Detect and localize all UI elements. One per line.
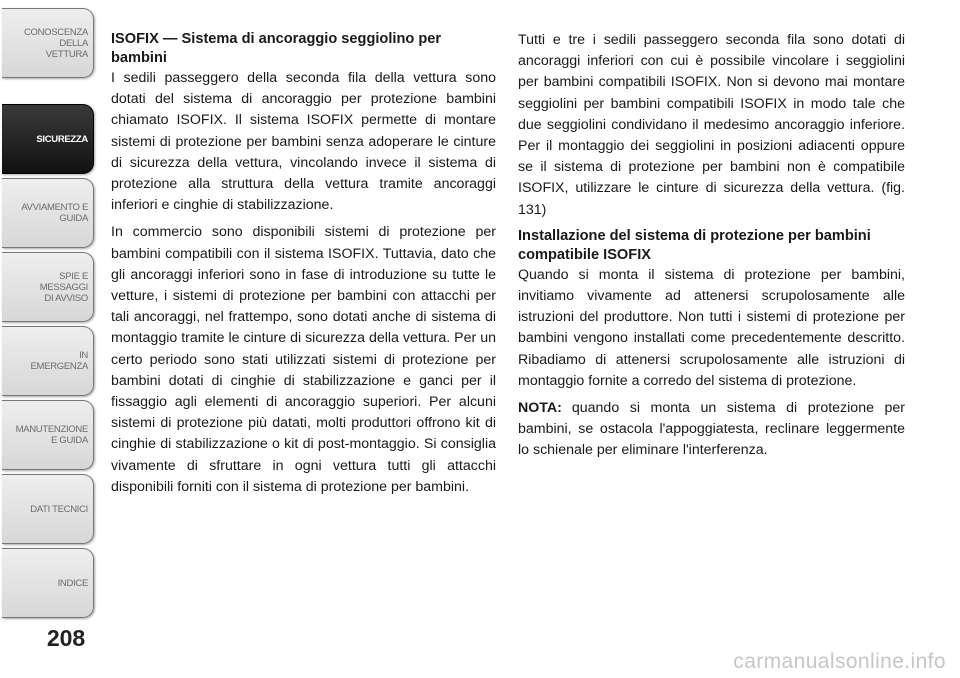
page-number: 208: [46, 625, 86, 651]
tab-manutenzione[interactable]: MANUTENZIONE E GUIDA: [2, 400, 94, 470]
nota-label: NOTA:: [518, 400, 562, 417]
tab-avviamento-e-guida[interactable]: AVVIAMENTO E GUIDA: [2, 178, 94, 248]
paragraph: In commercio sono disponibili sistemi di protezione per bambini compatibili con il sistema ISOFIX. Tuttavia, dato che gli ancoraggi inferiori sono in fase di introduzione su tutte le vetture, i sistemi di protezione per bambini con attacchi per tali ancoraggi, nel frattempo, sono dotati anche di sistema di montaggio tramite le cinture di sicurezza della vettura. Per un certo periodo sono stati utilizzati sistemi di protezione per bambini dotati di cinghie di stabilizzazione e ganci per il fissaggio agli elementi di ancoraggio superiori. Per alcuni sistemi di protezione più datati, molti produttori offrono kit di cinghie di stabilizzazione o kit di post-montaggio. Si consiglia vivamente di sfruttare in ogni vettura tutti gli attacchi disponibili forniti con il sistema di protezione per bambini.: [111, 224, 496, 495]
tab-indice[interactable]: INDICE: [2, 548, 94, 618]
tab-spie-e-messaggi[interactable]: SPIE E MESSAGGI DI AVVISO: [2, 252, 94, 322]
right-column: [518, 30, 905, 468]
paragraph: Tutti e tre i sedili passeggero seconda fila sono dotati di ancoraggi inferiori con cui è possibile vincolare i seggiolini per bambini compatibili ISOFIX. Non si devono mai montare seggiolini per bambini compatibili ISOFIX in modo tale che due seggiolini condividano il medesimo ancoraggio inferiore. Per il montaggio dei seggiolini in posizioni adiacenti oppure se il sistema di protezione per bambini non è compatibile ISOFIX, utilizzare le cinture di sicurezza della vettura. (fig. 131): [518, 32, 905, 218]
chapter-tabs: [0, 0, 100, 640]
tab-sicurezza[interactable]: SICUREZZA: [2, 104, 94, 174]
paragraph: Quando si monta il sistema di protezione per bambini, invitiamo vivamente ad attenersi scrupolosamente alle istruzioni del produttore. Non tutti i sistemi di protezione per bambini vengono installati come precedentemente descritto. Ribadiamo di attenersi scrupolosamente alle istruzioni di montaggio fornite a corredo del sistema di protezione.: [518, 266, 905, 389]
section-heading-isofix: ISOFIX — Sistema di ancoraggio seggiolino per bambini: [111, 31, 442, 66]
nota-text: quando si monta un sistema di protezione per bambini, se ostacola l'appoggiatesta, reclinare leggermente lo schienale per eliminare l'interferenza.: [518, 400, 905, 459]
tab-conoscenza-della-vettura[interactable]: CONOSCENZA DELLA VETTURA: [2, 8, 94, 78]
tab-in-emergenza[interactable]: IN EMERGENZA: [2, 326, 94, 396]
section-heading-installazione: Installazione del sistema di protezione per bambini compatibile ISOFIX: [518, 227, 871, 263]
watermark: carmanualsonline.info: [733, 650, 946, 673]
tab-dati-tecnici[interactable]: DATI TECNICI: [2, 474, 94, 544]
nota-paragraph: [518, 398, 905, 462]
paragraph: I sedili passeggero della seconda fila della vettura sono dotati del sistema di ancoraggio per protezione bambini chiamato ISOFIX. Il sistema ISOFIX permette di montare sistemi di protezione per bambini senza adoperare le cinture di sicurezza della vettura, vincolando invece il sistema di protezione alla struttura della vettura tramite ancoraggi inferiori e cinghie di stabilizzazione.: [111, 70, 496, 214]
left-column: [111, 30, 496, 504]
